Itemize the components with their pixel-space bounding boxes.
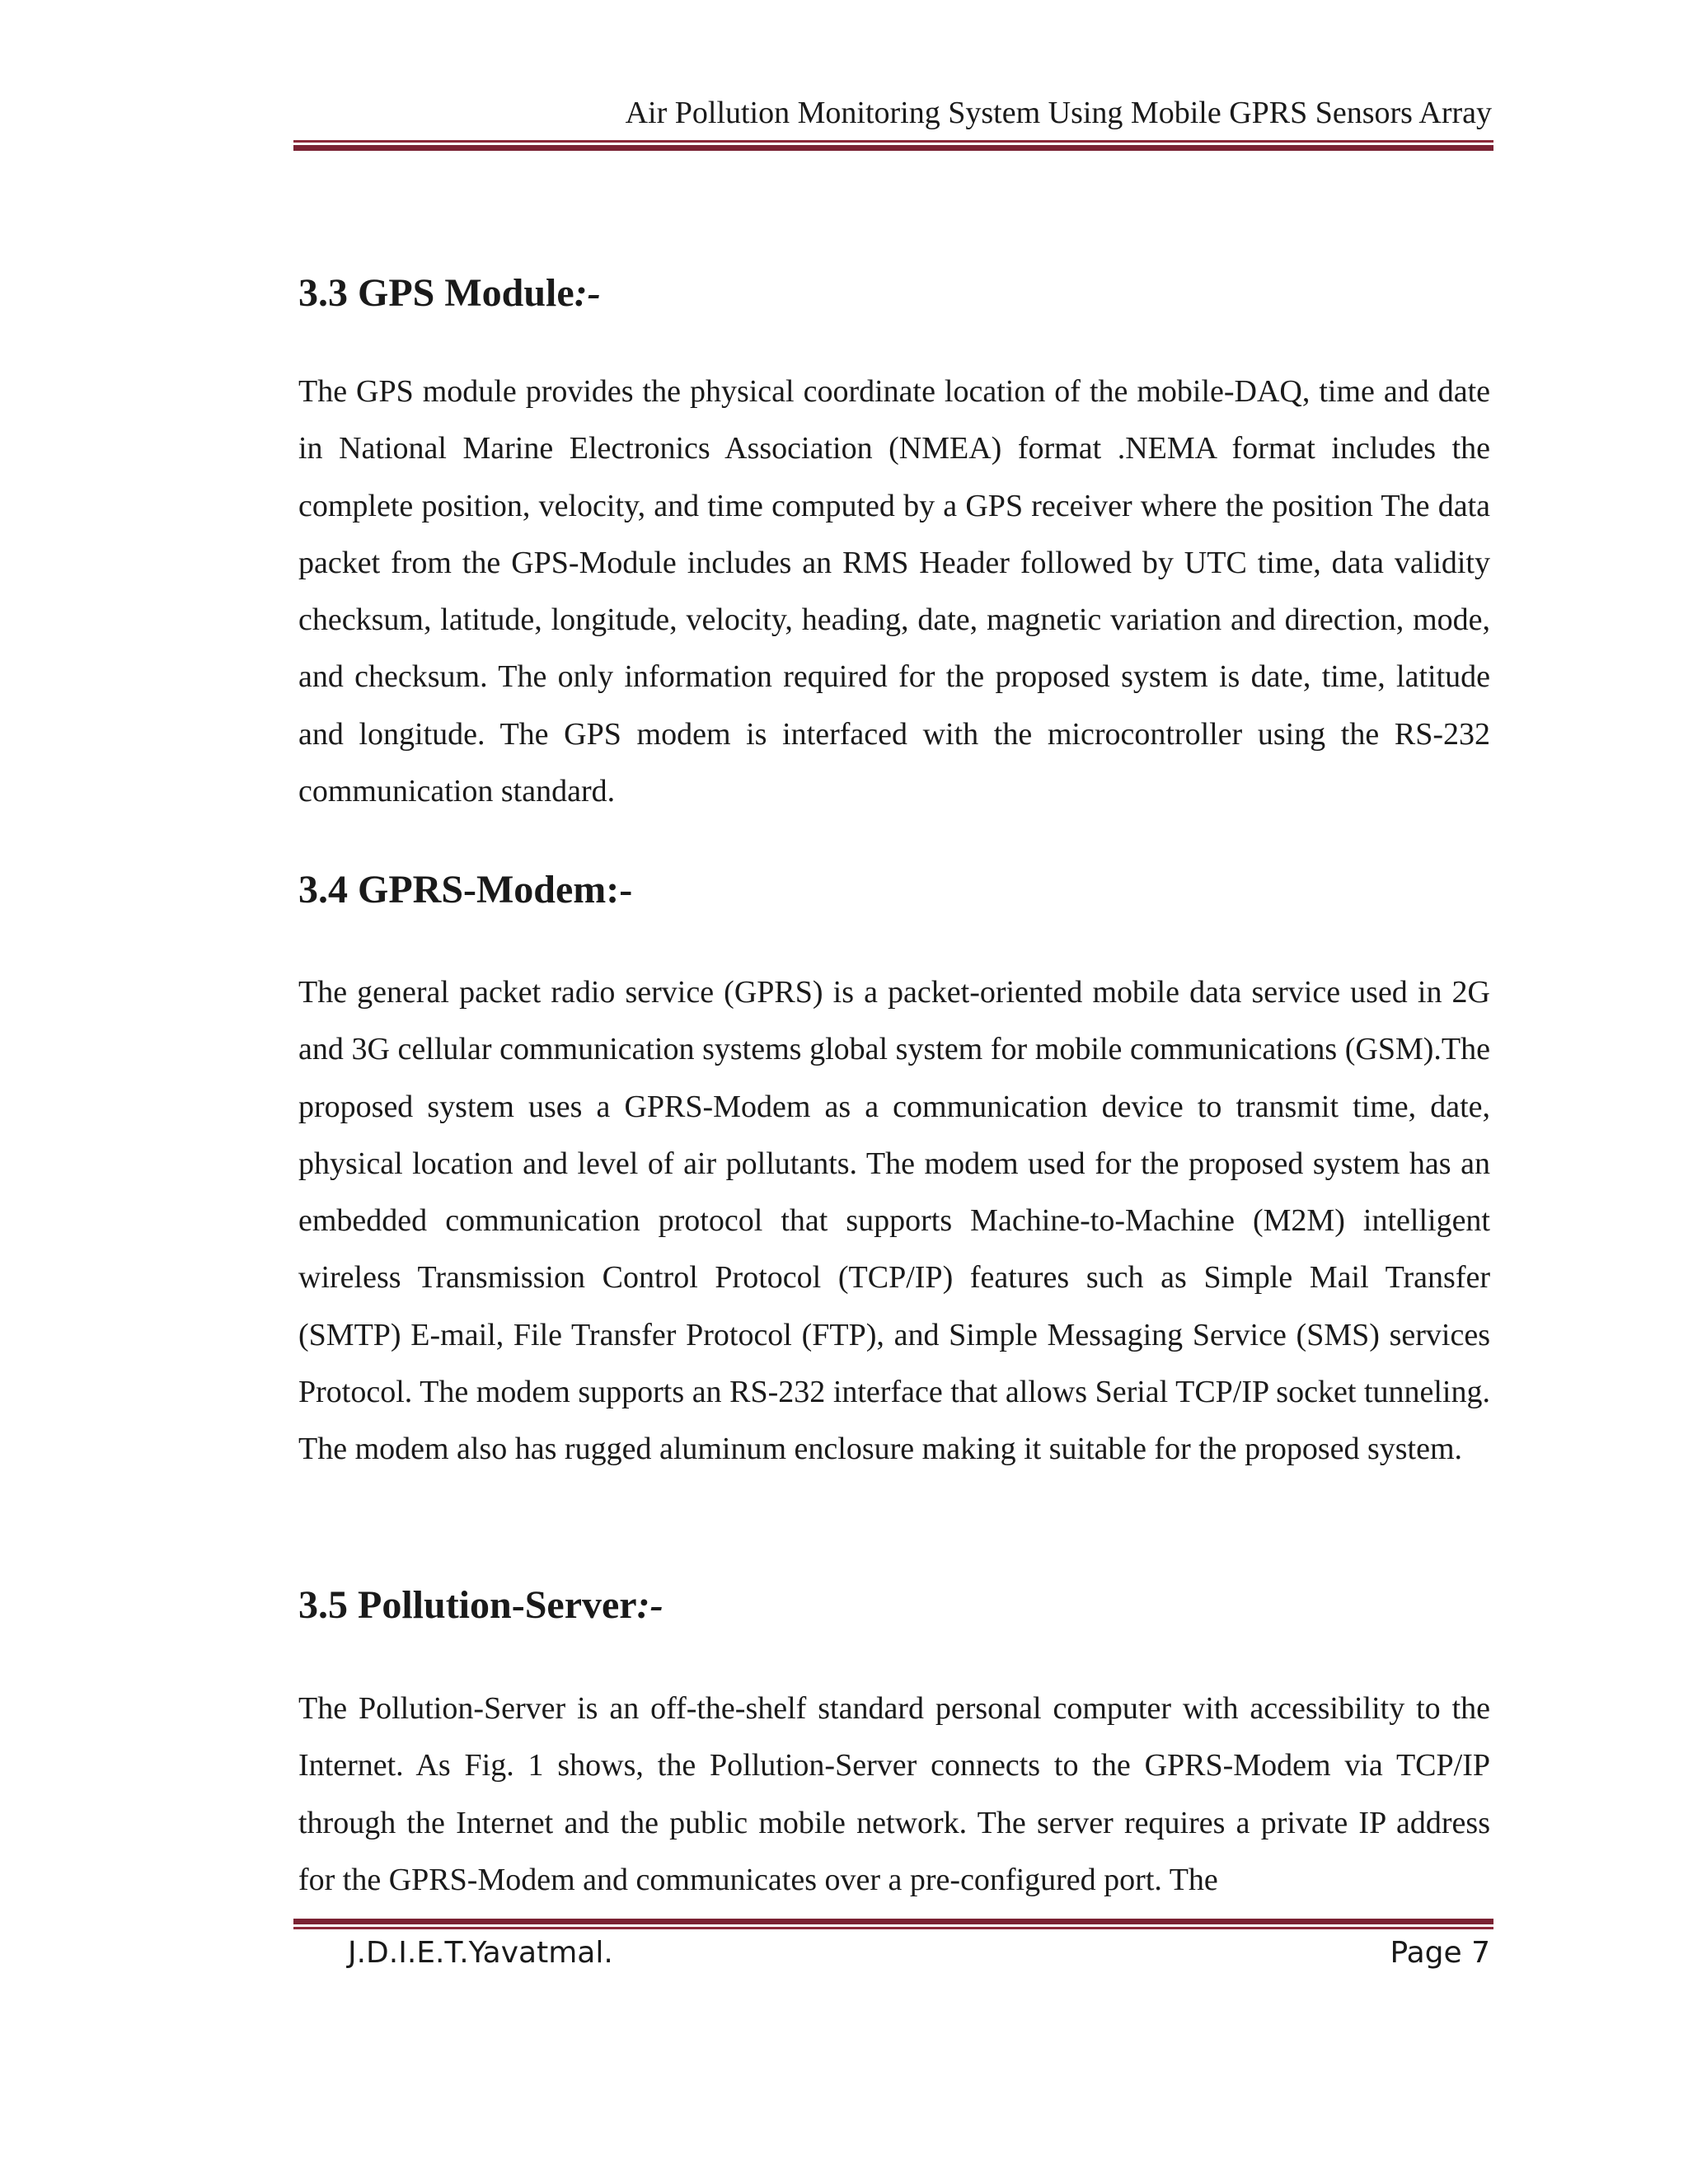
section-heading-text: 3.4 GPRS-Modem:- xyxy=(298,868,633,912)
header-rule-thick-line xyxy=(293,145,1493,151)
paragraph-pollution-server: The Pollution-Server is an off-the-shelf standard personal computer with accessibility to the Internet. As Fig. 1 shows, the Pollution-Server connects to the GPRS-Modem via TCP/IP through the Internet and the public mobile network. The server requires a private IP address for the GPRS-Modem and communicates over a pre-configured port. The xyxy=(298,1691,1490,1897)
section-heading-suffix: :- xyxy=(636,1583,663,1627)
section-heading-suffix: :- xyxy=(574,271,601,315)
header-rule-thin-line xyxy=(293,140,1493,143)
section-heading-pollution-server xyxy=(298,1581,663,1630)
section-heading-gps-module xyxy=(298,269,601,318)
footer-institution: J.D.I.E.T.Yavatmal. xyxy=(348,1936,613,1970)
footer-rule-thick-line xyxy=(293,1919,1493,1924)
running-header-title: Air Pollution Monitoring System Using Mobile GPRS Sensors Array xyxy=(625,96,1492,130)
section-heading-text: 3.5 Pollution-Server xyxy=(298,1583,637,1627)
paragraph-gprs-modem: The general packet radio service (GPRS) is a packet-oriented mobile data service used in 2G and 3G cellular communication systems global system for mobile communications (GSM).The proposed system uses a GPRS-Modem as a communication device to transmit time, date, physical location and level of air pollutants. The modem used for the proposed system has an embedded communication protocol that supports Machine-to-Machine (M2M) intelligent wireless Transmission Control Protocol (TCP/IP) features such as Simple Mail Transfer (SMTP) E-mail, File Transfer Protocol (FTP), and Simple Messaging Service (SMS) services Protocol. The modem supports an RS-232 interface that allows Serial TCP/IP socket tunneling. The modem also has rugged aluminum enclosure making it suitable for the proposed system. xyxy=(298,975,1490,1467)
header-rule xyxy=(293,140,1493,152)
footer-page-number: Page 7 xyxy=(1390,1936,1490,1970)
section-heading-gprs-modem xyxy=(298,865,632,915)
section-heading-text: 3.3 GPS Module xyxy=(298,271,574,315)
paragraph-gps-module: The GPS module provides the physical coordinate location of the mobile-DAQ, time and date in National Marine Electronics Association (NMEA) format .NEMA format includes the complete position, velocity, and time computed by a GPS receiver where the position The data packet from the GPS-Module includes an RMS Header followed by UTC time, data validity checksum, latitude, longitude, velocity, heading, date, magnetic variation and direction, mode, and checksum. The only information required for the proposed system is date, time, latitude and longitude. The GPS modem is interfaced with the microcontroller using the RS-232 communication standard. xyxy=(298,374,1490,809)
